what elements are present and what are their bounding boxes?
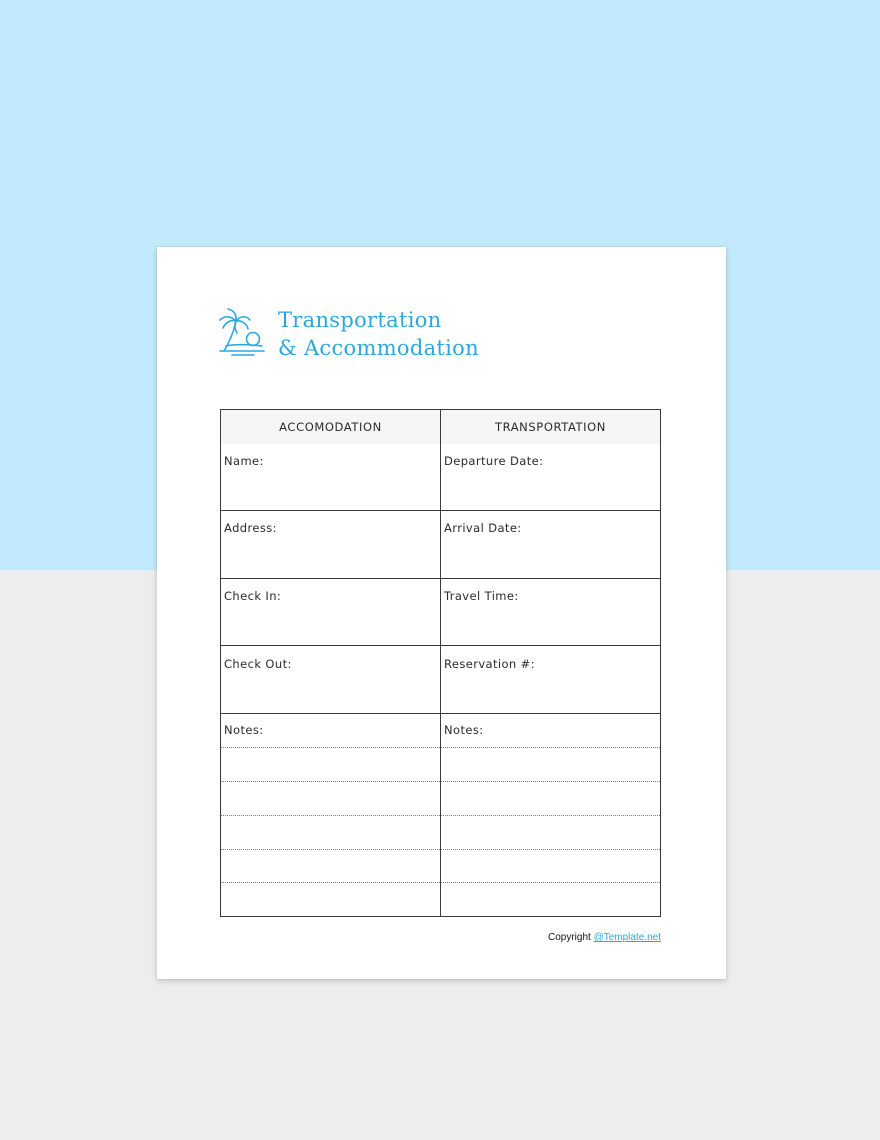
field-departure-date-label: Departure Date: <box>444 454 544 468</box>
palm-tree-sunset-icon <box>218 307 266 359</box>
title-line-1: Transportation <box>278 308 442 332</box>
field-reservation-label: Reservation #: <box>444 657 535 671</box>
field-arrival-date-label: Arrival Date: <box>444 521 522 535</box>
notes-line <box>221 747 660 748</box>
header-accomodation: ACCOMODATION <box>221 410 440 444</box>
row-separator <box>221 578 660 579</box>
copyright-footer <box>548 932 661 943</box>
field-check-in-label: Check In: <box>224 589 282 603</box>
row-separator <box>221 645 660 646</box>
column-divider <box>440 410 441 916</box>
notes-left-label: Notes: <box>224 723 264 737</box>
header-transportation: TRANSPORTATION <box>441 410 660 444</box>
document-page <box>157 247 726 979</box>
notes-line <box>221 815 660 816</box>
copyright-label: Copyright <box>547 932 591 943</box>
title-line-2: & Accommodation <box>278 336 479 360</box>
notes-right-label: Notes: <box>444 723 484 737</box>
row-separator <box>221 510 660 511</box>
notes-line <box>221 849 660 850</box>
field-name-label: Name: <box>224 454 264 468</box>
page-title <box>278 306 479 362</box>
row-separator <box>221 713 660 714</box>
notes-line <box>221 882 660 883</box>
field-address-label: Address: <box>224 521 277 535</box>
notes-line <box>221 781 660 782</box>
template-link[interactable]: @Template.net <box>593 932 661 943</box>
field-check-out-label: Check Out: <box>224 657 292 671</box>
travel-form-table <box>220 409 661 917</box>
field-travel-time-label: Travel Time: <box>444 589 519 603</box>
